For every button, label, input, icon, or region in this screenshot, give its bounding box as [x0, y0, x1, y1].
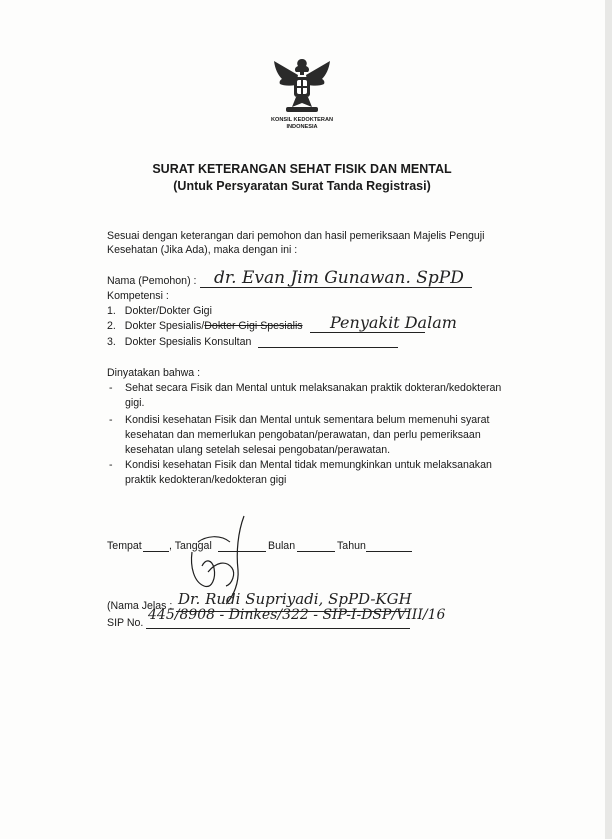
item-3-line-1: Kondisi kesehatan Fisik dan Mental tidak memungkinkan untuk melaksanakan — [125, 459, 492, 471]
year-underline — [366, 551, 412, 552]
name-handwritten: dr. Evan Jim Gunawan. SpPD — [214, 268, 464, 288]
option-2-text: Dokter Spesialis/ — [124, 320, 205, 332]
option-3-num: 3. — [107, 336, 116, 348]
intro-line-1: Sesuai dengan keterangan dari pemohon dan hasil pemeriksaan Majelis Penguji — [107, 230, 485, 242]
org-name-line1: KONSIL KEDOKTERAN — [270, 117, 334, 123]
scan-edge-shadow — [605, 0, 612, 839]
bullet-2: - — [109, 414, 113, 426]
sip-handwritten: 445/8908 - Dinkes/322 - SIP-I-DSP/VIII/16 — [148, 607, 446, 623]
statement-label: Dinyatakan bahwa : — [107, 367, 201, 379]
clear-name-label: (Nama Jelas : — [107, 600, 173, 612]
option-2 — [107, 320, 303, 333]
option-3 — [107, 336, 251, 349]
year-label: Tahun — [337, 540, 366, 552]
place-underline — [143, 551, 169, 552]
option-2-struck-text: Dokter Gigi Spesialis — [204, 320, 303, 332]
consultant-underline — [258, 347, 398, 348]
specialty-handwritten: Penyakit Dalam — [330, 313, 457, 332]
intro-line-2: Kesehatan (Jika Ada), maka dengan ini : — [107, 244, 298, 256]
item-2-line-2: kesehatan dan memerlukan pengobatan/perawatan, dan perlu pemeriksaan — [125, 429, 481, 441]
sip-label: SIP No. — [107, 617, 144, 629]
document-title: SURAT KETERANGAN SEHAT FISIK DAN MENTAL — [152, 162, 452, 176]
date-label: , Tanggal — [169, 540, 212, 552]
document-subtitle: (Untuk Persyaratan Surat Tanda Registrasi) — [173, 179, 431, 193]
option-2-num: 2. — [107, 320, 116, 332]
item-2-line-1: Kondisi kesehatan Fisik dan Mental untuk sementara belum memenuhi syarat — [125, 414, 490, 426]
bullet-3: - — [109, 459, 113, 471]
specialty-underline — [310, 332, 425, 333]
org-name — [250, 117, 354, 131]
competence-label: Kompetensi : — [107, 290, 169, 302]
place-label: Tempat — [107, 540, 142, 552]
bullet-1: - — [109, 382, 113, 394]
sip-underline — [146, 628, 410, 629]
month-underline — [297, 551, 335, 552]
item-1-line-2: gigi. — [125, 397, 145, 409]
clear-name-handwritten: Dr. Rudi Supriyadi, SpPD-KGH — [178, 590, 412, 608]
option-1 — [107, 305, 212, 318]
garuda-emblem-icon — [272, 55, 332, 117]
item-1-line-1: Sehat secara Fisik dan Mental untuk melaksanakan praktik dokteran/kedokteran — [125, 382, 502, 394]
item-2-line-3: kesehatan ulang setelah selesai pengobatan/perawatan. — [125, 444, 391, 456]
option-1-text: Dokter/Dokter Gigi — [124, 305, 212, 317]
name-label: Nama (Pemohon) : — [107, 275, 197, 287]
org-name-line2: INDONESIA — [286, 124, 318, 130]
option-3-text: Dokter Spesialis Konsultan — [124, 336, 252, 348]
item-3-line-2: praktik kedokteran/kedokteran gigi — [125, 474, 287, 486]
option-1-num: 1. — [107, 305, 116, 317]
month-label: Bulan — [268, 540, 296, 552]
